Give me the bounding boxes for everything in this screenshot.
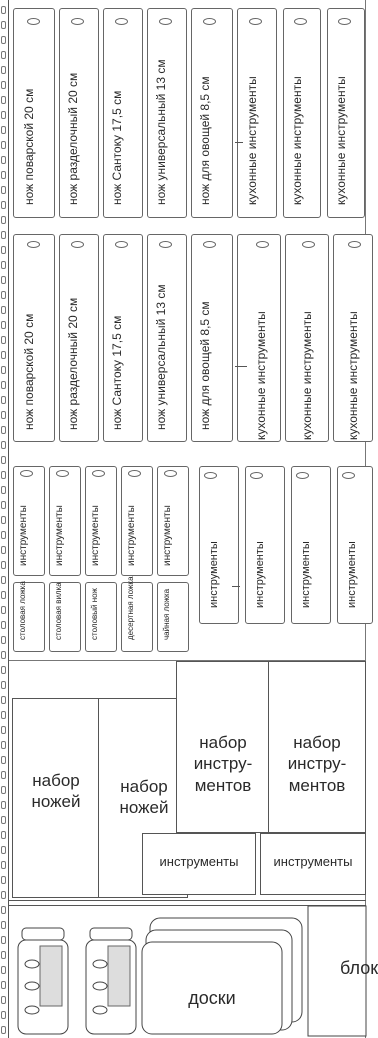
hang-hole-icon [56, 470, 69, 477]
rail-tick [1, 291, 6, 299]
rail-tick [1, 711, 6, 719]
rail-tick [1, 861, 6, 869]
rail-tick [1, 741, 6, 749]
knife-label: нож универсальный 13 см [154, 59, 168, 205]
rail-tick [1, 51, 6, 59]
rail-tick [1, 126, 6, 134]
tools-label: инструменты [208, 541, 220, 608]
rail-tick [1, 531, 6, 539]
tools-label: инструменты [162, 505, 173, 566]
rail-tick [1, 246, 6, 254]
rail-tick [1, 786, 6, 794]
rail-tick [1, 621, 6, 629]
cutlery-label: столовый нож [90, 588, 99, 640]
hang-hole-icon [250, 472, 263, 479]
hang-hole-icon [164, 470, 177, 477]
knife-label: нож для овощей 8,5 см [198, 301, 212, 430]
tools-label: инструменты [54, 505, 65, 566]
tools-label: инструменты [300, 541, 312, 608]
hang-hole-icon [302, 241, 315, 248]
kitchen-tools-label: кухонные инструменты [346, 311, 360, 440]
rail-tick [1, 426, 6, 434]
rail-tick [1, 606, 6, 614]
rail-tick [1, 276, 6, 284]
hang-hole-icon [159, 18, 172, 25]
rail-tick [1, 156, 6, 164]
rail-tick [1, 576, 6, 584]
knife-label: нож разделочный 20 см [66, 297, 80, 430]
rail-tick [1, 756, 6, 764]
rail-tick [1, 201, 6, 209]
connector-line [235, 366, 247, 367]
rail-tick [1, 831, 6, 839]
rail-tick [1, 591, 6, 599]
knife-set-label-2: набор ножей [119, 777, 169, 818]
tool-set-label-2: набор инстру- ментов [287, 733, 347, 795]
hang-hole-icon [294, 18, 307, 25]
rail-tick [1, 516, 6, 524]
boards-label: доски [188, 988, 236, 1008]
rail-tick [1, 36, 6, 44]
kitchen-tools-label: кухонные инструменты [300, 311, 314, 440]
grater-icon [86, 928, 136, 1034]
hang-hole-icon [249, 18, 262, 25]
rail-tick [1, 141, 6, 149]
rail-tick [1, 486, 6, 494]
cutlery-label: десертная ложка [126, 576, 135, 640]
hang-hole-icon [203, 241, 216, 248]
rail-tick [1, 816, 6, 824]
rail-tick [1, 651, 6, 659]
rail-tick [1, 636, 6, 644]
rail-tick [1, 216, 6, 224]
hang-hole-icon [256, 241, 269, 248]
tools-label: инструменты [90, 505, 101, 566]
rail-tick [1, 696, 6, 704]
rail-tick [1, 336, 6, 344]
knife-set-label-1: набор ножей [31, 771, 81, 812]
rail-tick [1, 771, 6, 779]
hang-hole-icon [159, 241, 172, 248]
kitchen-tools-label: кухонные инструменты [254, 311, 268, 440]
cutlery-label: столовая вилка [54, 582, 63, 640]
rail-tick [1, 261, 6, 269]
rail-tick [1, 231, 6, 239]
rail-tick [1, 666, 6, 674]
kitchen-tools-label: кухонные инструменты [334, 76, 348, 205]
connector-line [235, 142, 243, 143]
rail-tick [1, 396, 6, 404]
rail-tick [1, 561, 6, 569]
rail-tick [1, 66, 6, 74]
rail-tick [1, 801, 6, 809]
connector-line [232, 586, 240, 587]
rail-tick [1, 306, 6, 314]
hang-hole-icon [348, 241, 361, 248]
rail-tick [1, 546, 6, 554]
knife-label: нож Сантоку 17,5 см [110, 90, 124, 205]
tools-label-2: инструменты [273, 854, 353, 869]
hang-hole-icon [342, 472, 355, 479]
tools-label: инструменты [126, 505, 137, 566]
rail-tick [1, 6, 6, 14]
cutlery-label: столовая ложка [18, 581, 27, 640]
kitchen-tools-label: кухонные инструменты [290, 76, 304, 205]
rail-tick [1, 381, 6, 389]
knife-label: нож поварской 20 см [22, 88, 36, 205]
rail-tick [1, 891, 6, 899]
hang-hole-icon [338, 18, 351, 25]
hang-hole-icon [115, 241, 128, 248]
cutlery-label: чайная ложка [162, 588, 171, 640]
rail-tick [1, 441, 6, 449]
rail-tick [1, 96, 6, 104]
tool-set-label-1: набор инстру- ментов [193, 733, 253, 795]
tools-label-1: инструменты [159, 854, 239, 869]
hang-hole-icon [27, 241, 40, 248]
grater-icon [18, 928, 68, 1034]
block-label: блок [340, 958, 378, 978]
hang-hole-icon [20, 470, 33, 477]
hang-hole-icon [128, 470, 141, 477]
knife-label: нож универсальный 13 см [154, 284, 168, 430]
hang-hole-icon [296, 472, 309, 479]
kitchen-tools-label: кухонные инструменты [245, 76, 259, 205]
rail-tick [1, 501, 6, 509]
rail-tick [1, 471, 6, 479]
rail-tick [1, 351, 6, 359]
rail-tick [1, 876, 6, 884]
rail-tick [1, 186, 6, 194]
knife-label: нож разделочный 20 см [66, 72, 80, 205]
boards-stack [142, 918, 302, 1034]
rail-tick [1, 111, 6, 119]
rail-tick [1, 411, 6, 419]
hang-hole-icon [71, 18, 84, 25]
hang-hole-icon [92, 470, 105, 477]
hang-hole-icon [27, 18, 40, 25]
section-knives-top [9, 0, 366, 224]
rail-tick [1, 171, 6, 179]
hang-hole-icon [71, 241, 84, 248]
rail-tick [1, 366, 6, 374]
tools-label: инструменты [254, 541, 266, 608]
rail-tick [1, 81, 6, 89]
hang-hole-icon [115, 18, 128, 25]
rail-tick [1, 456, 6, 464]
tools-label: инструменты [18, 505, 29, 566]
tools-label: инструменты [346, 541, 358, 608]
bottom-shelf [0, 906, 366, 1038]
rail-tick [1, 321, 6, 329]
knife-label: нож для овощей 8,5 см [198, 76, 212, 205]
rail-tick [1, 21, 6, 29]
knife-label: нож поварской 20 см [22, 313, 36, 430]
rail-tick [1, 681, 6, 689]
knife-label: нож Сантоку 17,5 см [110, 315, 124, 430]
rail-tick [1, 846, 6, 854]
rail-tick [1, 726, 6, 734]
hang-hole-icon [204, 472, 217, 479]
hang-hole-icon [203, 18, 216, 25]
